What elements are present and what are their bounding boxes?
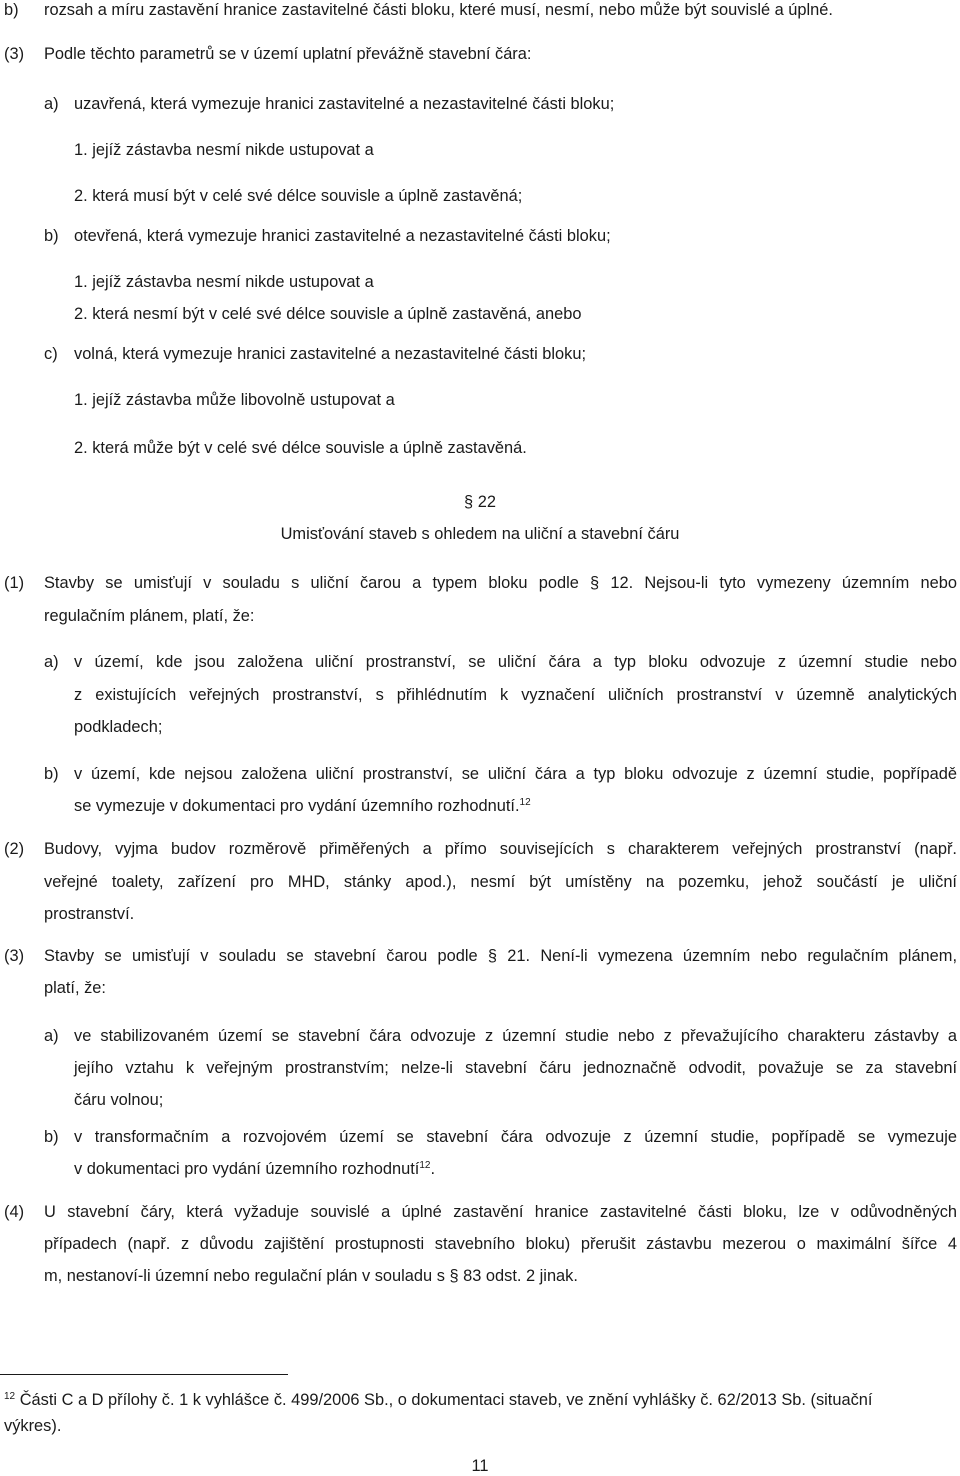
footnote-separator xyxy=(0,1374,288,1375)
item-text-c: volná, která vymezuje hranici zastavitelné a nezastavitelné části bloku; xyxy=(74,345,587,363)
footnote-ref[interactable]: 12 xyxy=(419,1160,431,1171)
subitem-2: 2. která musí být v celé své délce souvisle a úplně zastavěná; xyxy=(74,187,523,205)
paragraph-number-3: (3) xyxy=(4,45,25,63)
paragraph-line: Budovy, vyjma budov rozměrově přiměřených a přímo souvisejících s charakterem veřejných prostranství (např. xyxy=(44,840,957,858)
item-line: v území, kde nejsou založena uliční prostranství, se uliční čára a typ bloku odvozuje z územní studie, popřípadě xyxy=(74,765,957,783)
paragraph-line: m, nestanoví-li územní nebo regulační plán v souladu s § 83 odst. 2 jinak. xyxy=(44,1267,578,1285)
paragraph-number-1: (1) xyxy=(4,574,25,592)
paragraph-line: regulačním plánem, platí, že: xyxy=(44,607,255,625)
footnote-line: výkres). xyxy=(4,1417,62,1435)
subitem-1: 1. jejíž zástavba nesmí nikde ustupovat a xyxy=(74,141,374,159)
footnote-line xyxy=(4,1390,872,1410)
item-line: ve stabilizovaném území se stavební čára odvozuje z územní studie nebo z převažujícího charakteru zástavby a xyxy=(74,1027,957,1045)
paragraph-line: případech (např. z důvodu zajištění prostupnosti stavebního bloku) přerušit zástavbu mezerou o maximální šířce 4 xyxy=(44,1235,957,1253)
subitem-1: 1. jejíž zástavba nesmí nikde ustupovat a xyxy=(74,273,374,291)
item-line-with-footnote xyxy=(74,796,531,816)
subitem-2: 2. která může být v celé své délce souvisle a úplně zastavěná. xyxy=(74,439,527,457)
item-label-b: b) xyxy=(44,765,59,783)
paragraph-text-3: Podle těchto parametrů se v území uplatní převážně stavební čára: xyxy=(44,45,532,63)
item-line: podkladech; xyxy=(74,718,163,736)
item-label-a: a) xyxy=(44,95,59,113)
item-line: v území, kde jsou založena uliční prostranství, se uliční čára a typ bloku odvozuje z územní studie nebo xyxy=(74,653,957,671)
item-line: jejího vztahu k veřejným prostranstvím; nelze-li stavební čáru jednoznačně odvodit, považuje se za stavební xyxy=(74,1059,957,1077)
item-label-a: a) xyxy=(44,653,59,671)
paragraph-line: U stavební čáry, která vyžaduje souvislé a úplné zastavění hranice zastavitelné části bloku, lze v odůvodněných xyxy=(44,1203,957,1221)
sentence-end: . xyxy=(430,1160,436,1178)
item-text-a: uzavřená, která vymezuje hranici zastavitelné a nezastavitelné části bloku; xyxy=(74,95,615,113)
paragraph-line: Stavby se umisťují v souladu s uliční čarou a typem bloku podle § 12. Nejsou-li tyto vymezeny územním nebo xyxy=(44,574,957,592)
paragraph-number-3: (3) xyxy=(4,947,25,965)
subitem-1: 1. jejíž zástavba může libovolně ustupovat a xyxy=(74,391,395,409)
subitem-2: 2. která nesmí být v celé své délce souvisle a úplně zastavěná, anebo xyxy=(74,305,582,323)
item-line-text: se vymezuje v dokumentaci pro vydání územního rozhodnutí. xyxy=(74,797,520,815)
page-number: 11 xyxy=(471,1457,489,1475)
item-line-with-footnote xyxy=(74,1159,435,1179)
paragraph-line: prostranství. xyxy=(44,905,135,923)
paragraph-line: veřejné toalety, zařízení pro MHD, stánky apod.), nesmí být umístěny na pozemku, jehož součástí je uliční xyxy=(44,873,957,891)
paragraph-line: platí, že: xyxy=(44,979,106,997)
section-title: Umisťování staveb s ohledem na uliční a stavební čáru xyxy=(280,525,680,543)
paragraph-number-4: (4) xyxy=(4,1203,25,1221)
item-label-b: b) xyxy=(44,1128,59,1146)
footnote-marker: 12 xyxy=(4,1391,16,1402)
section-number: § 22 xyxy=(464,493,496,511)
item-label-a: a) xyxy=(44,1027,59,1045)
item-label-c: c) xyxy=(44,345,58,363)
item-line: z existujících veřejných prostranství, s přihlédnutím k vyznačení uličních prostranství v územně analytických xyxy=(74,686,957,704)
item-text-b: rozsah a míru zastavění hranice zastavitelné části bloku, které musí, nesmí, nebo může být souvislé a úplné. xyxy=(44,1,833,19)
item-line-text: v dokumentaci pro vydání územního rozhodnutí xyxy=(74,1160,420,1178)
item-label-b: b) xyxy=(4,1,19,19)
paragraph-number-2: (2) xyxy=(4,840,25,858)
item-line: čáru volnou; xyxy=(74,1091,164,1109)
paragraph-line: Stavby se umisťují v souladu se stavební čarou podle § 21. Není-li vymezena územním nebo regulačním plánem, xyxy=(44,947,957,965)
footnote-ref[interactable]: 12 xyxy=(519,797,531,808)
footnote-text: Části C a D přílohy č. 1 k vyhlášce č. 499/2006 Sb., o dokumentaci staveb, ve znění vyhlášky č. 62/2013 Sb. (situační xyxy=(19,1391,873,1409)
item-label-b2: b) xyxy=(44,227,59,245)
item-line: v transformačním a rozvojovém území se stavební čára odvozuje z územní studie, popřípadě se vymezuje xyxy=(74,1128,957,1146)
item-text-b2: otevřená, která vymezuje hranici zastavitelné a nezastavitelné části bloku; xyxy=(74,227,611,245)
